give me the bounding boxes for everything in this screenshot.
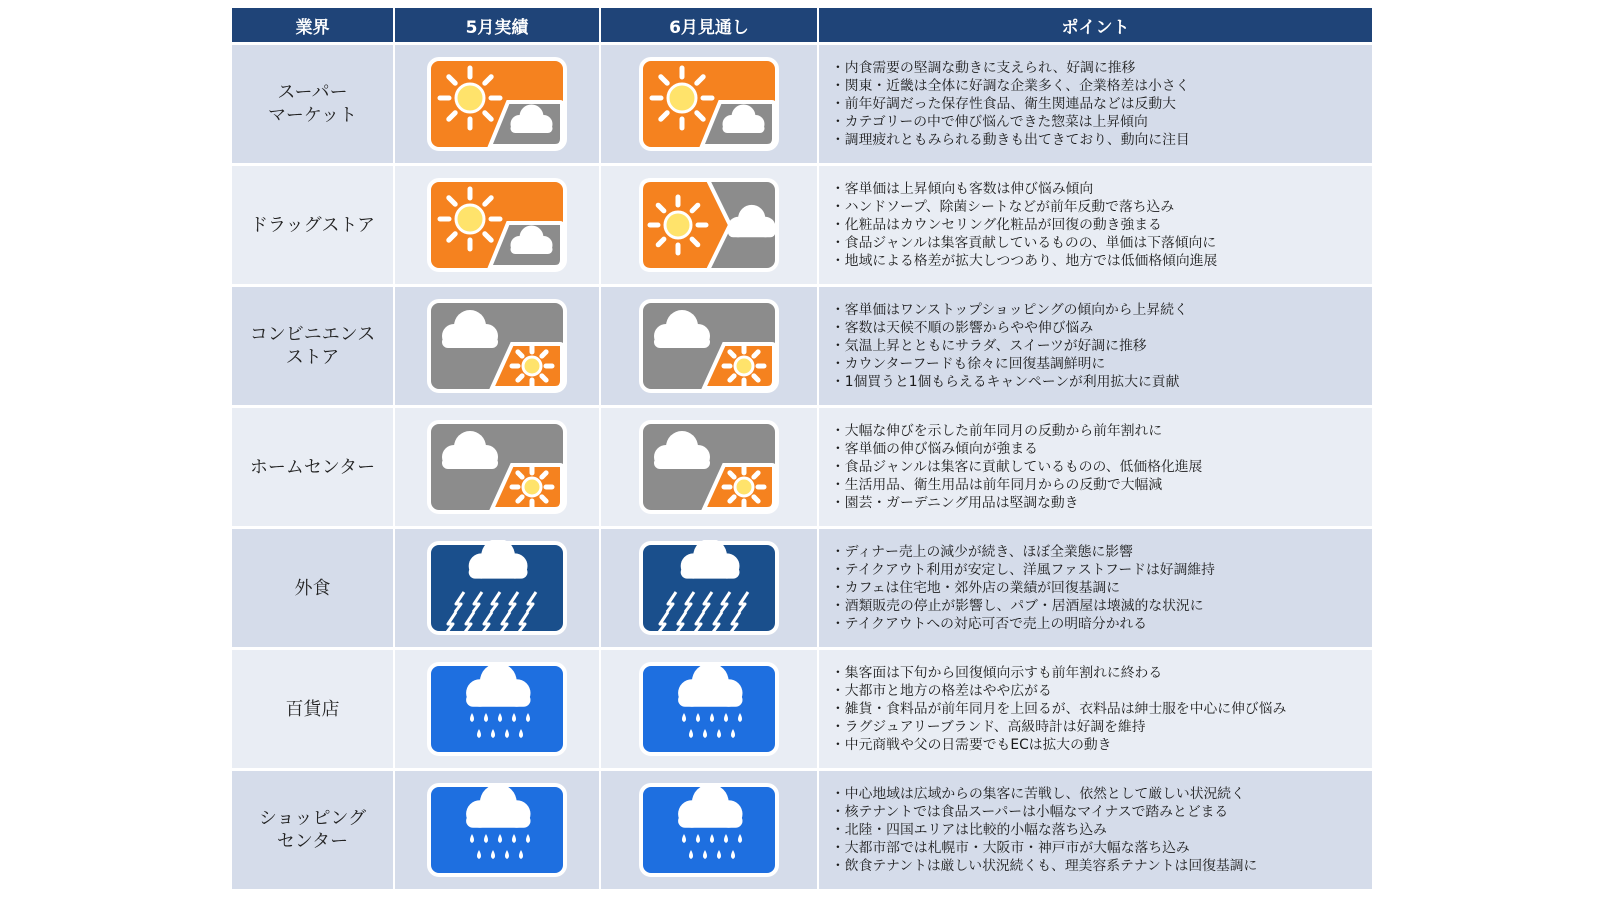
point-item: ・雑貨・食料品が前年同月を上回るが、衣料品は紳士服を中心に伸び悩み: [831, 701, 1287, 717]
point-item: ・化粧品はカウンセリング化粧品が回復の動き強まる: [831, 217, 1162, 233]
may-actual-cell: [395, 405, 601, 526]
point-item: ・地域による格差が拡大しつつあり、地方では低価格傾向進展: [831, 253, 1218, 269]
june-outlook-cell: [601, 526, 819, 647]
header-industry: 業界: [232, 8, 395, 42]
sunny-then-cloudy-icon: [426, 177, 568, 273]
table-row: [232, 526, 1372, 647]
industry-name: ショッピング センター: [232, 768, 395, 889]
may-actual-cell: [395, 284, 601, 405]
point-item: ・気温上昇とともにサラダ、スイーツが好調に推移: [831, 338, 1147, 354]
industry-name: 百貨店: [232, 647, 395, 768]
point-item: ・生活用品、衛生用品は前年同月からの反動で大幅減: [831, 477, 1163, 493]
header-may-actual: 5月実績: [395, 8, 601, 42]
point-item: ・園芸・ガーデニング用品は堅調な動き: [831, 495, 1079, 511]
rain-icon: [426, 782, 568, 878]
cloudy-then-sunny-icon: [426, 298, 568, 394]
industry-name: スーパー マーケット: [232, 42, 395, 163]
forecast-table-container: [232, 8, 1372, 889]
industry-name: ドラッグストア: [232, 163, 395, 284]
industry-name: 外食: [232, 526, 395, 647]
table-row: [232, 284, 1372, 405]
may-actual-cell: [395, 526, 601, 647]
point-item: ・ラグジュアリーブランド、高級時計は好調を維持: [831, 719, 1146, 735]
point-item: ・大幅な伸びを示した前年同月の反動から前年割れに: [831, 423, 1163, 439]
sunny-to-cloudy-icon: [638, 177, 780, 273]
point-item: ・カテゴリーの中で伸び悩んできた惣菜は上昇傾向: [831, 114, 1148, 130]
point-item: ・関東・近畿は全体に好調な企業多く、企業格差は小さく: [831, 78, 1190, 94]
points-cell: [819, 163, 1372, 284]
industry-name: ホームセンター: [232, 405, 395, 526]
point-item: ・ディナー売上の減少が続き、ほぼ全業態に影響: [831, 544, 1133, 560]
rain-icon: [638, 661, 780, 757]
may-actual-cell: [395, 163, 601, 284]
points-cell: [819, 647, 1372, 768]
sunny-then-cloudy-icon: [426, 56, 568, 152]
rain-icon: [638, 782, 780, 878]
cloudy-then-sunny-icon: [426, 419, 568, 515]
point-item: ・北陸・四国エリアは比較的小幅な落ち込み: [831, 822, 1107, 838]
point-item: ・1個買うと1個もらえるキャンペーンが利用拡大に貢献: [831, 374, 1180, 390]
points-cell: [819, 284, 1372, 405]
point-item: ・調理疲れともみられる動きも出てきており、動向に注目: [831, 132, 1190, 148]
point-item: ・核テナントでは食品スーパーは小幅なマイナスで踏みとどまる: [831, 804, 1229, 820]
point-item: ・集客面は下旬から回復傾向示すも前年割れに終わる: [831, 665, 1163, 681]
point-item: ・前年好調だった保存性食品、衛生関連品などは反動大: [831, 96, 1176, 112]
june-outlook-cell: [601, 768, 819, 889]
points-cell: [819, 526, 1372, 647]
june-outlook-cell: [601, 284, 819, 405]
industry-name: コンビニエンス ストア: [232, 284, 395, 405]
june-outlook-cell: [601, 647, 819, 768]
points-cell: [819, 405, 1372, 526]
table-row: [232, 768, 1372, 889]
heavy-rain-icon: [638, 540, 780, 636]
table-header-row: [232, 8, 1372, 42]
point-item: ・客数は天候不順の影響からやや伸び悩み: [831, 320, 1094, 336]
june-outlook-cell: [601, 163, 819, 284]
rain-icon: [426, 661, 568, 757]
point-item: ・内食需要の堅調な動きに支えられ、好調に推移: [831, 60, 1136, 76]
point-item: ・飲食テナントは厳しい状況続くも、理美容系テナントは回復基調に: [831, 858, 1258, 874]
table-row: [232, 163, 1372, 284]
point-item: ・中心地域は広域からの集客に苦戦し、依然として厳しい状況続く: [831, 786, 1245, 802]
table-row: [232, 42, 1372, 163]
header-points: ポイント: [819, 8, 1372, 42]
point-item: ・客単価の伸び悩み傾向が強まる: [831, 441, 1038, 457]
points-cell: [819, 768, 1372, 889]
june-outlook-cell: [601, 42, 819, 163]
may-actual-cell: [395, 42, 601, 163]
point-item: ・食品ジャンルは集客貢献しているものの、単価は下落傾向に: [831, 235, 1217, 251]
point-item: ・カフェは住宅地・郊外店の業績が回復基調に: [831, 580, 1121, 596]
heavy-rain-icon: [426, 540, 568, 636]
cloudy-then-sunny-icon: [638, 419, 780, 515]
point-item: ・酒類販売の停止が影響し、パブ・居酒屋は壊滅的な状況に: [831, 598, 1204, 614]
sunny-then-cloudy-icon: [638, 56, 780, 152]
header-june-outlook: 6月見通し: [601, 8, 819, 42]
point-item: ・客単価は上昇傾向も客数は伸び悩み傾向: [831, 181, 1094, 197]
table-row: [232, 405, 1372, 526]
industry-forecast-table: [232, 8, 1372, 889]
table-row: [232, 647, 1372, 768]
point-item: ・大都市部では札幌市・大阪市・神戸市が大幅な落ち込み: [831, 840, 1190, 856]
point-item: ・カウンターフードも徐々に回復基調鮮明に: [831, 356, 1106, 372]
may-actual-cell: [395, 768, 601, 889]
point-item: ・中元商戦や父の日需要でもECは拡大の動き: [831, 737, 1112, 753]
point-item: ・客単価はワンストップショッピングの傾向から上昇続く: [831, 302, 1188, 318]
point-item: ・テイクアウト利用が安定し、洋風ファストフードは好調維持: [831, 562, 1215, 578]
points-cell: [819, 42, 1372, 163]
may-actual-cell: [395, 647, 601, 768]
june-outlook-cell: [601, 405, 819, 526]
point-item: ・食品ジャンルは集客に貢献しているものの、低価格化進展: [831, 459, 1203, 475]
point-item: ・テイクアウトへの対応可否で売上の明暗分かれる: [831, 616, 1148, 632]
point-item: ・大都市と地方の格差はやや広がる: [831, 683, 1052, 699]
cloudy-then-sunny-icon: [638, 298, 780, 394]
point-item: ・ハンドソープ、除菌シートなどが前年反動で落ち込み: [831, 199, 1175, 215]
